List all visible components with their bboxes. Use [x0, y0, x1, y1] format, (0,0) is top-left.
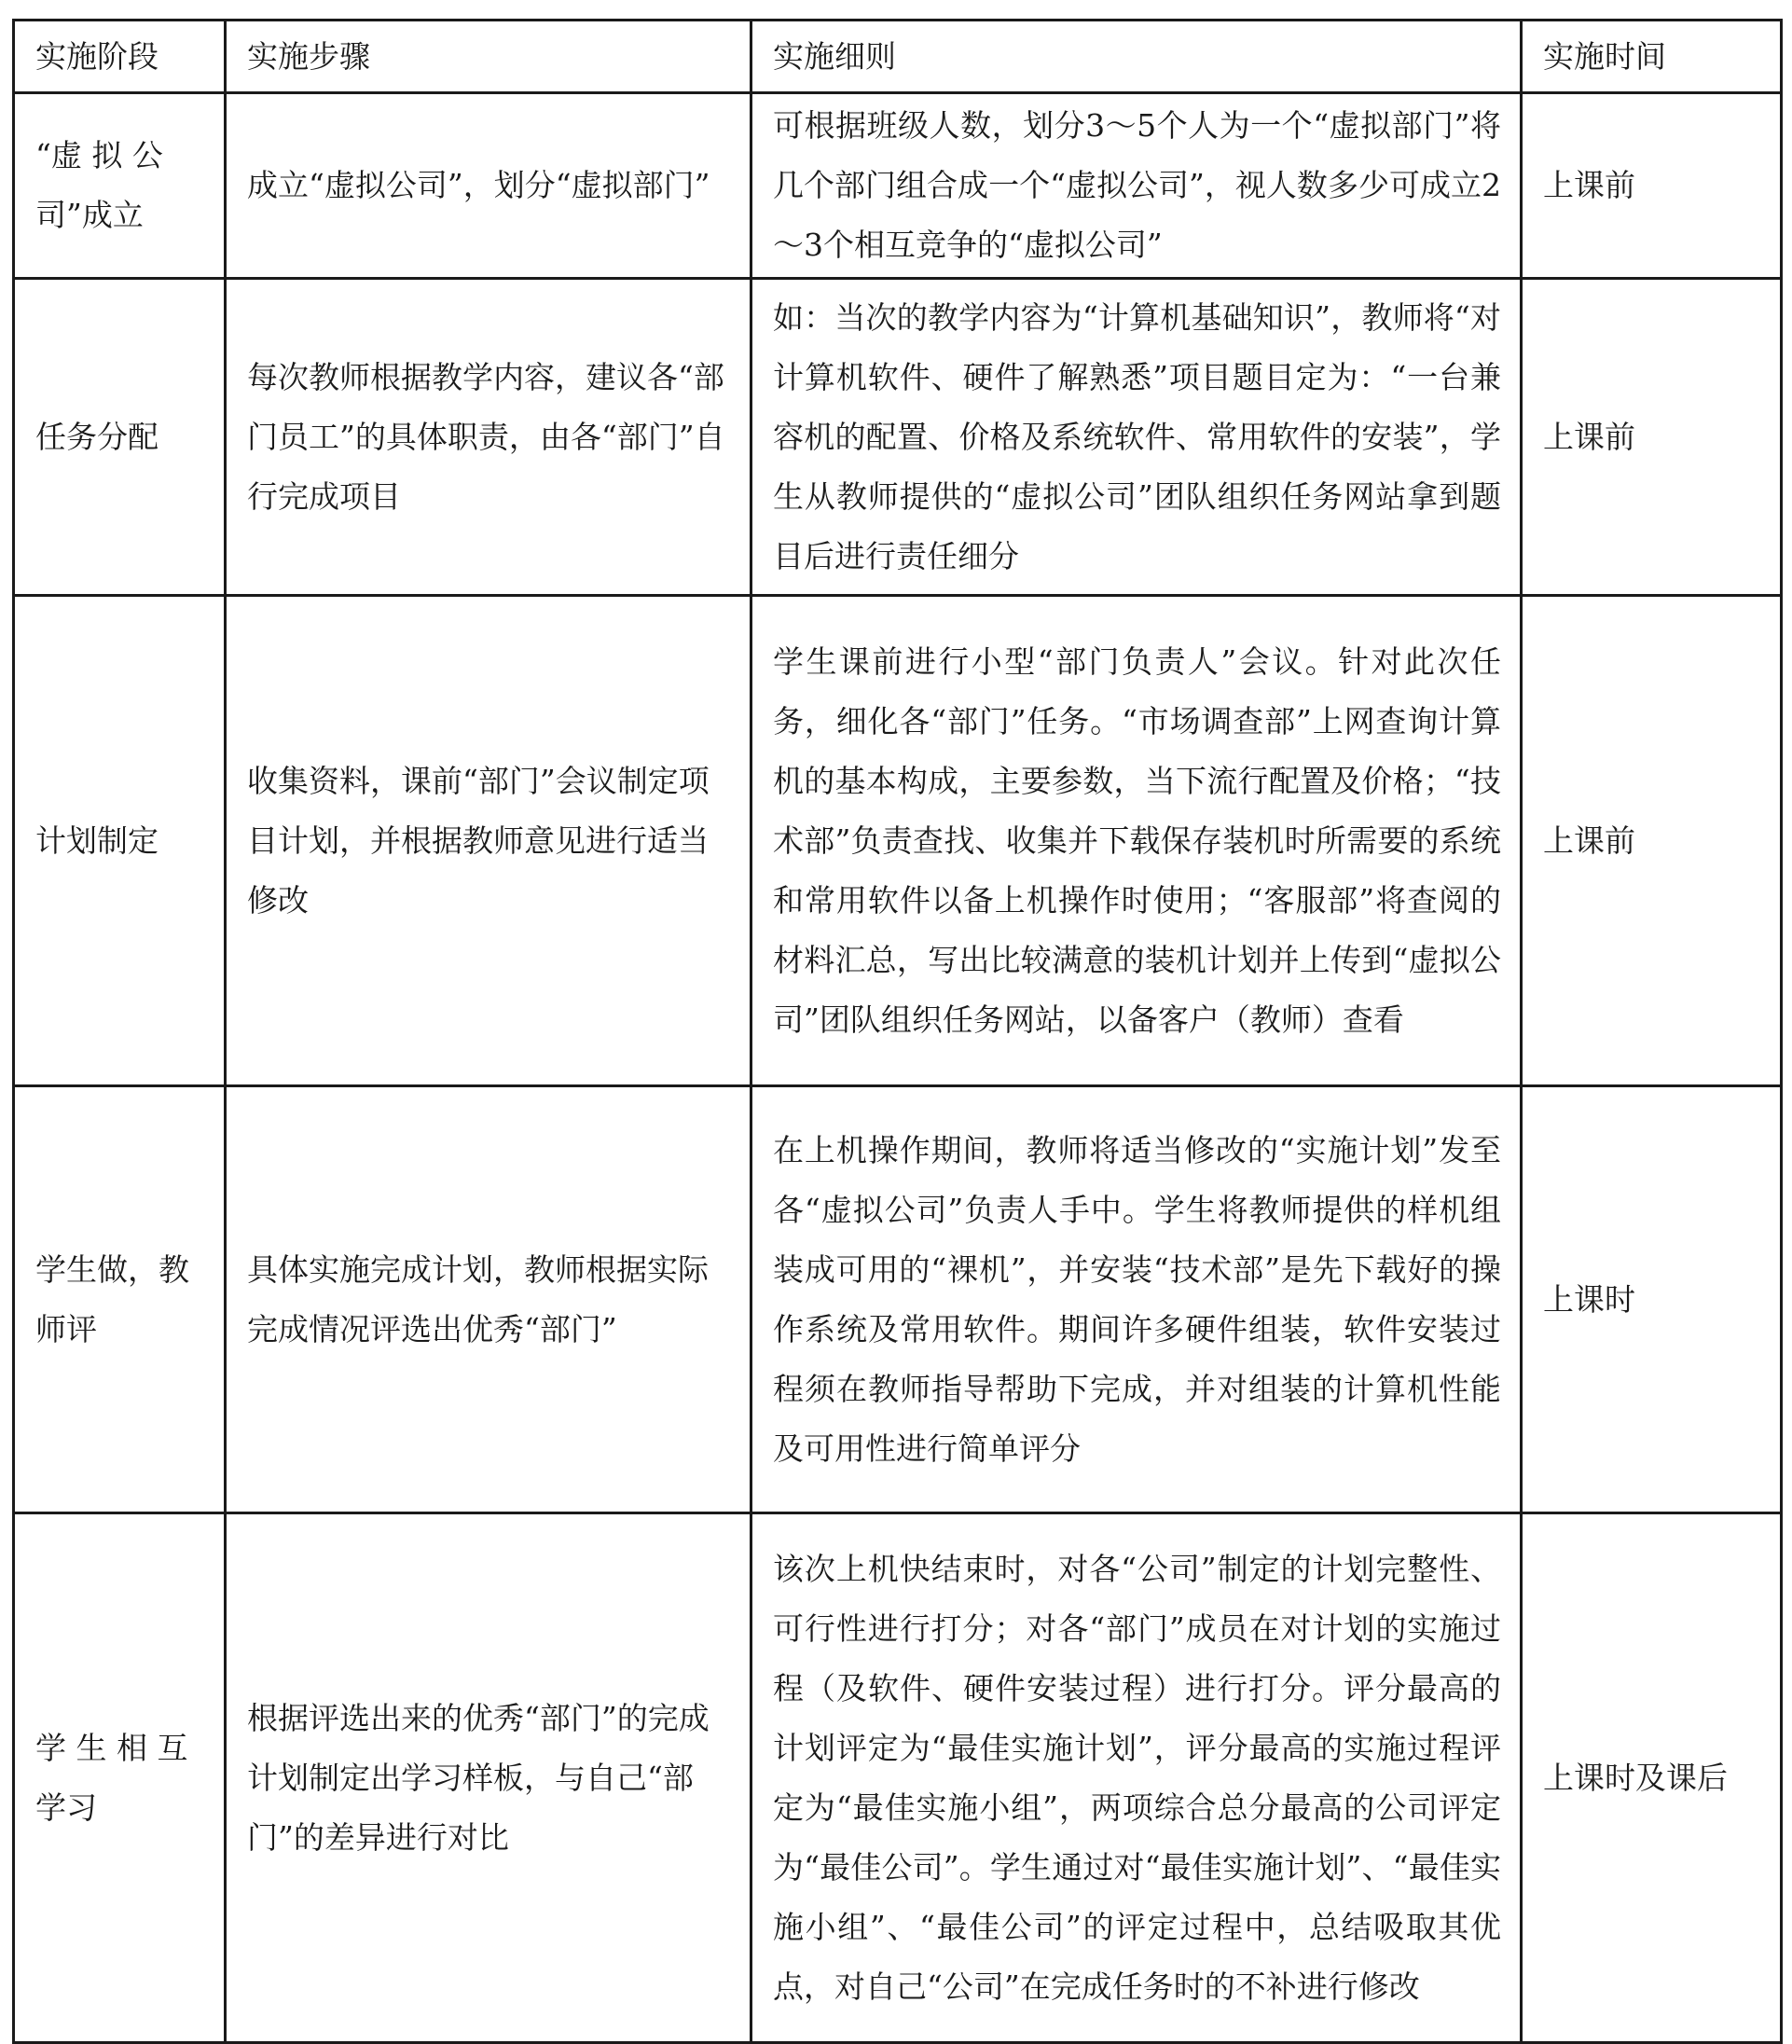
stage-cell: 学 生 相 互学习 [14, 1513, 226, 2043]
step-cell: 具体实施完成计划，教师根据实际完成情况评选出优秀“部门” [226, 1086, 751, 1513]
table-row [14, 93, 1782, 279]
detail-cell: 学生课前进行小型“部门负责人”会议。针对此次任务，细化各“部门”任务。“市场调查部”上网查询计算机的基本构成，主要参数，当下流行配置及价格；“技术部”负责查找、收集并下载保存装机时所需要的系统和常用软件以备上机操作时使用；“客服部”将查阅的材料汇总，写出比较满意的装机计划并上传到“虚拟公司”团队组织任务网站，以备客户（教师）查看 [751, 596, 1522, 1086]
stage-cell: 学生做，教师评 [14, 1086, 226, 1513]
time-cell: 上课前 [1522, 93, 1782, 279]
stage-cell: 计划制定 [14, 596, 226, 1086]
table-row [14, 1513, 1782, 2043]
step-cell: 根据评选出来的优秀“部门”的完成计划制定出学习样板，与自己“部门”的差异进行对比 [226, 1513, 751, 2043]
detail-cell: 如：当次的教学内容为“计算机基础知识”，教师将“对计算机软件、硬件了解熟悉”项目题目定为：“一台兼容机的配置、价格及系统软件、常用软件的安装”，学生从教师提供的“虚拟公司”团队组织任务网站拿到题目后进行责任细分 [751, 279, 1522, 596]
step-cell: 每次教师根据教学内容，建议各“部门员工”的具体职责，由各“部门”自行完成项目 [226, 279, 751, 596]
step-cell: 收集资料，课前“部门”会议制定项目计划，并根据教师意见进行适当修改 [226, 596, 751, 1086]
header-stage: 实施阶段 [14, 21, 226, 93]
implementation-table [12, 19, 1783, 2044]
time-cell: 上课前 [1522, 279, 1782, 596]
step-cell: 成立“虚拟公司”，划分“虚拟部门” [226, 93, 751, 279]
stage-cell: 任务分配 [14, 279, 226, 596]
table-row [14, 596, 1782, 1086]
time-cell: 上课时 [1522, 1086, 1782, 1513]
stage-cell: “虚 拟 公 司”成立 [14, 93, 226, 279]
time-cell: 上课时及课后 [1522, 1513, 1782, 2043]
detail-cell: 该次上机快结束时，对各“公司”制定的计划完整性、可行性进行打分；对各“部门”成员在对计划的实施过程（及软件、硬件安装过程）进行打分。评分最高的计划评定为“最佳实施计划”，评分最高的实施过程评定为“最佳实施小组”，两项综合总分最高的公司评定为“最佳公司”。学生通过对“最佳实施计划”、“最佳实施小组”、“最佳公司”的评定过程中，总结吸取其优点，对自己“公司”在完成任务时的不补进行修改 [751, 1513, 1522, 2043]
detail-cell: 在上机操作期间，教师将适当修改的“实施计划”发至各“虚拟公司”负责人手中。学生将教师提供的样机组装成可用的“裸机”，并安装“技术部”是先下载好的操作系统及常用软件。期间许多硬件组装，软件安装过程须在教师指导帮助下完成，并对组装的计算机性能及可用性进行简单评分 [751, 1086, 1522, 1513]
detail-cell: 可根据班级人数，划分3～5个人为一个“虚拟部门”将几个部门组合成一个“虚拟公司”，视人数多少可成立2～3个相互竞争的“虚拟公司” [751, 93, 1522, 279]
table-row [14, 279, 1782, 596]
header-detail: 实施细则 [751, 21, 1522, 93]
time-cell: 上课前 [1522, 596, 1782, 1086]
header-row [14, 21, 1782, 93]
header-time: 实施时间 [1522, 21, 1782, 93]
header-step: 实施步骤 [226, 21, 751, 93]
table-row [14, 1086, 1782, 1513]
